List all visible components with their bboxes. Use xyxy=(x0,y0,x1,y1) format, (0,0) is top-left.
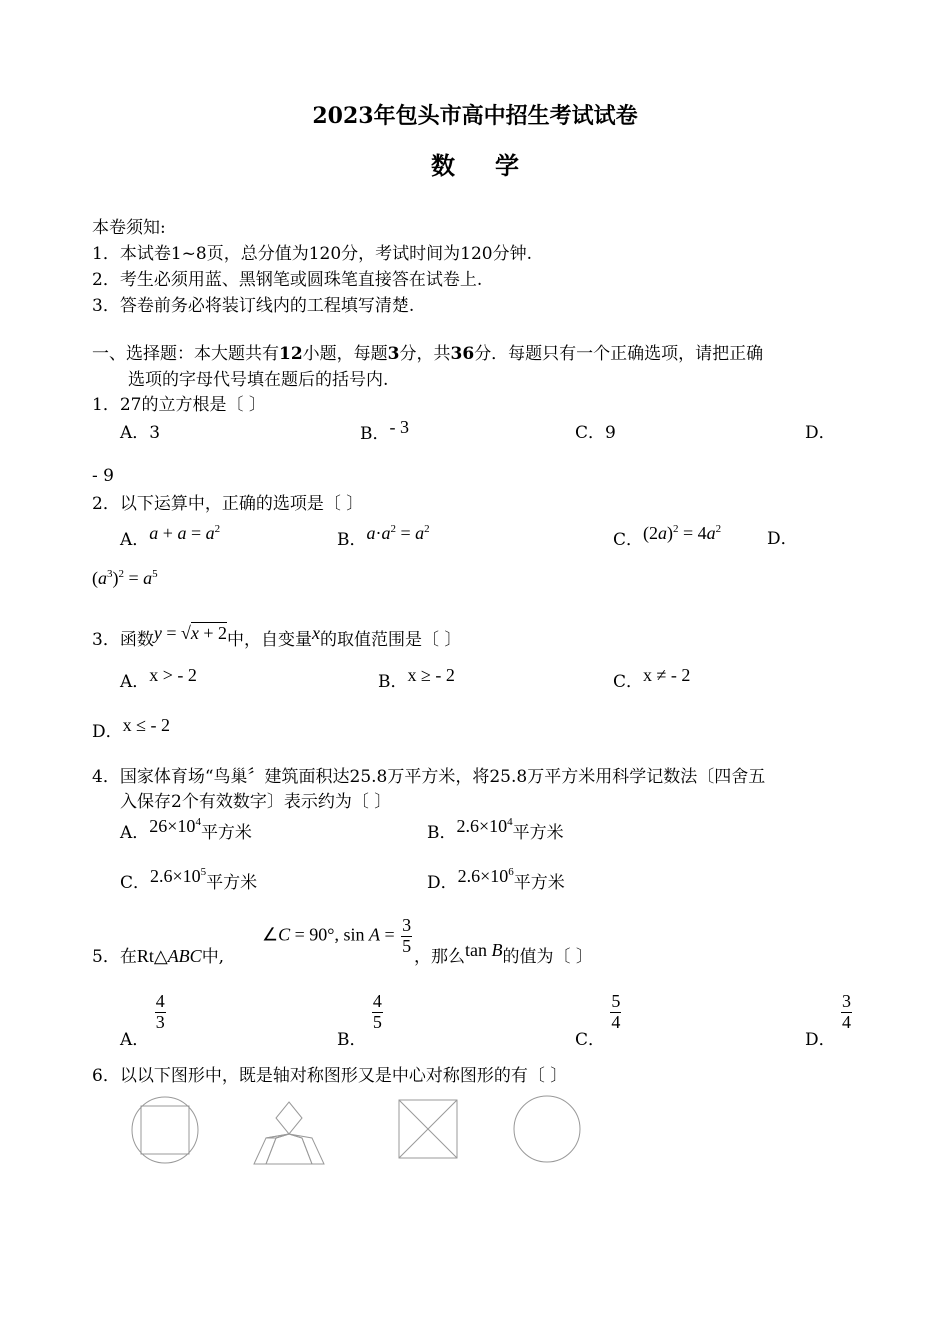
q5-option-b: B． $\frac{4}{5}$ xyxy=(337,991,382,1050)
q2-option-d: D． xyxy=(767,529,798,549)
q2-option-b: B．$a\cdot a^2 = a^2$ xyxy=(337,523,430,550)
q5-condition: ∠C = 90°, sin A = $\frac{3}{5}$ xyxy=(262,915,412,956)
q3-option-c: C．x ≠ - 2 xyxy=(613,665,691,692)
q5-option-c: C． $\frac{5}{4}$ xyxy=(575,991,621,1050)
notice-item: 3．答卷前务必将装订线内的工程填写清楚. xyxy=(92,296,415,316)
q3-option-b: B．x ≥ - 2 xyxy=(378,665,455,692)
section1-instruction: 一、选择题：本大题共有12小题，每题3分，共36分．每题只有一个正确选项，请把正确 xyxy=(92,344,764,364)
q5-option-d: D． $\frac{3}{4}$ xyxy=(805,991,852,1050)
subject-title: 数学 xyxy=(431,151,559,180)
q4-option-a: A．$26\times 10^4$平方米 xyxy=(120,816,252,843)
q6-figure-square-diagonals xyxy=(397,1098,459,1160)
q4-option-d: D．$2.6\times 10^6$平方米 xyxy=(427,866,565,893)
notice-item: 1．本试卷1~8页，总分值为120分，考试时间为120分钟. xyxy=(92,244,532,264)
q5-stem-cont: ，那么tan B的值为〔 〕 xyxy=(414,940,593,967)
q3-option-d: D．x ≤ - 2 xyxy=(92,715,171,742)
page-title: 2023年包头市高中招生考试试卷 xyxy=(312,103,638,129)
q2-option-a: A．$a + a = a^2$ xyxy=(120,523,221,550)
q5-option-a: A． $\frac{4}{3}$ xyxy=(120,991,165,1050)
section1-instruction-cont: 选项的字母代号填在题后的括号内. xyxy=(128,370,389,390)
q1-option-d-value: - 9 xyxy=(92,466,114,486)
q6-figure-circle xyxy=(512,1094,582,1164)
q1-option-d: D． xyxy=(805,423,836,443)
q6-figure-circle-square xyxy=(130,1095,200,1165)
q2-stem: 2．以下运算中，正确的选项是〔 〕 xyxy=(92,494,364,514)
q4-stem-cont: 入保存2个有效数字〕表示约为〔 〕 xyxy=(120,792,392,812)
q3-stem: 3．函数y = √x + 2中，自变量x的取值范围是〔 〕 xyxy=(92,623,462,650)
q3-option-a: A．x > - 2 xyxy=(120,665,197,692)
q6-figure-three-rhombus xyxy=(252,1100,326,1166)
notice-heading: 本卷须知: xyxy=(92,218,166,238)
q4-option-b: B．$2.6\times 10^4$平方米 xyxy=(427,816,564,843)
q6-stem: 6．以以下图形中，既是轴对称图形又是中心对称图形的有〔 〕 xyxy=(92,1066,568,1086)
q1-option-b: B．- 3 xyxy=(360,417,409,444)
q1-stem: 1．27的立方根是〔 〕 xyxy=(92,395,266,415)
q4-stem: 4．国家体育场“鸟巢〞建筑面积达25.8万平方米，将25.8万平方米用科学记数法〔四舍五 xyxy=(92,767,766,787)
q5-stem: 5．在Rt△ABC中, xyxy=(92,946,225,967)
q2-option-d-value: $(a^3)^2 = a^5$ xyxy=(92,568,158,588)
q4-option-c: C．$2.6\times 10^5$平方米 xyxy=(120,866,258,893)
notice-item: 2．考生必须用蓝、黑钢笔或圆珠笔直接答在试卷上. xyxy=(92,270,483,290)
q2-option-c: C．$(2a)^2 = 4a^2$ xyxy=(613,523,722,550)
q1-option-c: C．9 xyxy=(575,423,616,443)
q1-option-a: A．3 xyxy=(120,423,161,443)
